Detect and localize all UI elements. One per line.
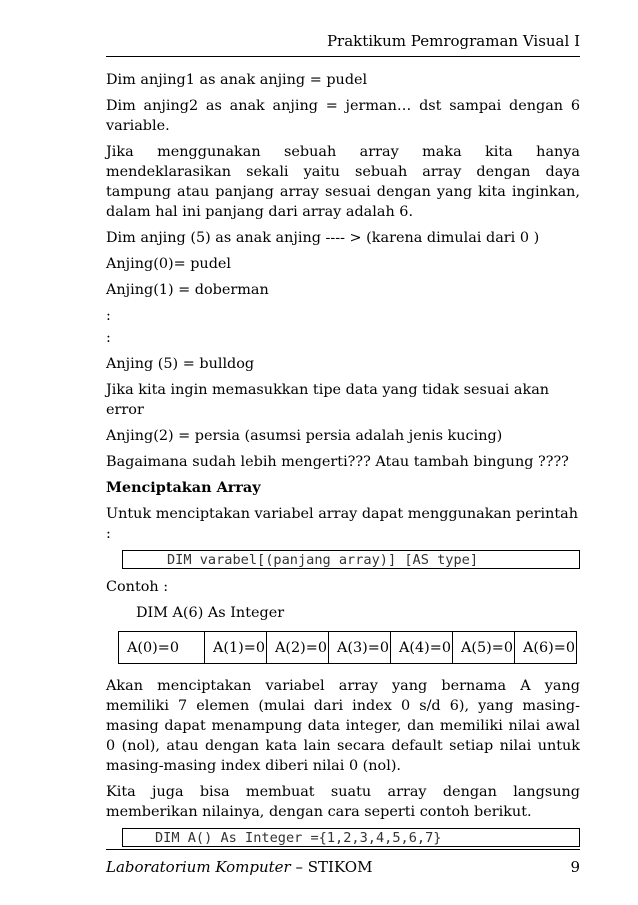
table-row [119, 632, 577, 664]
footer-org: STIKOM [307, 858, 373, 876]
example-label: Contoh : [106, 579, 169, 595]
ellipsis-colon-1: : [106, 308, 111, 324]
array-cell: A(4)=0 [391, 632, 453, 664]
array-cell: A(1)=0 [205, 632, 267, 664]
line-error-note: Jika kita ingin memasukkan tipe data yang tidak sesuai akan error [106, 382, 550, 418]
section-title: Menciptakan Array [106, 479, 261, 496]
paragraph-explanation-2: Kita juga bisa membuat suatu array dengan langsung memberikan nilainya, dengan cara seperti contoh berikut. [106, 784, 580, 820]
code-box-syntax: DIM varabel[(panjang array)] [AS type] [122, 550, 580, 569]
footer-lab-text: Laboratorium Komputer – [106, 858, 308, 876]
code-box-init: DIM A() As Integer ={1,2,3,4,5,6,7} [122, 828, 580, 847]
array-cell: A(5)=0 [453, 632, 515, 664]
paragraph-array-intro: Jika menggunakan sebuah array maka kita hanya mendeklarasikan sekali yaitu sebuah array dengan daya tampung atau panjang array sesuai dengan yang kita inginkan, dalam hal ini panjang dari array adalah 6. [106, 144, 580, 220]
line-anjing2-persia: Anjing(2) = persia (asumsi persia adalah jenis kucing) [106, 428, 503, 444]
array-cell: A(3)=0 [329, 632, 391, 664]
footer-lab [106, 850, 372, 884]
array-cell: A(6)=0 [515, 632, 577, 664]
array-cell: A(2)=0 [267, 632, 329, 664]
line-anjing1-value: Anjing(1) = doberman [106, 282, 269, 298]
page-content [106, 70, 580, 847]
line-dim-anjing: Dim anjing (5) as anak anjing ---- > (karena dimulai dari 0 ) [106, 230, 540, 246]
line-anjing2: Dim anjing2 as anak anjing = jerman… dst sampai dengan 6 variable. [106, 98, 580, 134]
example-code: DIM A(6) As Integer [136, 605, 285, 621]
line-question: Bagaimana sudah lebih mengerti??? Atau tambah bingung ???? [106, 454, 569, 470]
section-intro: Untuk menciptakan variabel array dapat menggunakan perintah : [106, 506, 579, 542]
page-header [106, 30, 580, 57]
page-footer [106, 849, 580, 878]
line-anjing0: Anjing(0)= pudel [106, 256, 232, 272]
array-cell: A(0)=0 [119, 632, 205, 664]
ellipsis-colon-2: : [106, 330, 111, 346]
page-number: 9 [570, 858, 580, 876]
paragraph-explanation: Akan menciptakan variabel array yang bernama A yang memiliki 7 elemen (mulai dari index 0 s/d 6), yang masing-masing dapat menampung data integer, dan memiliki nilai awal 0 (nol), atau dengan kata lain secara default setiap nilai untuk masing-masing index diberi nilai 0 (nol). [106, 678, 580, 774]
array-table [118, 631, 577, 664]
line-anjing1: Dim anjing1 as anak anjing = pudel [106, 72, 368, 88]
header-title: Praktikum Pemrograman Visual I [326, 32, 580, 50]
line-anjing5: Anjing (5) = bulldog [106, 356, 255, 372]
